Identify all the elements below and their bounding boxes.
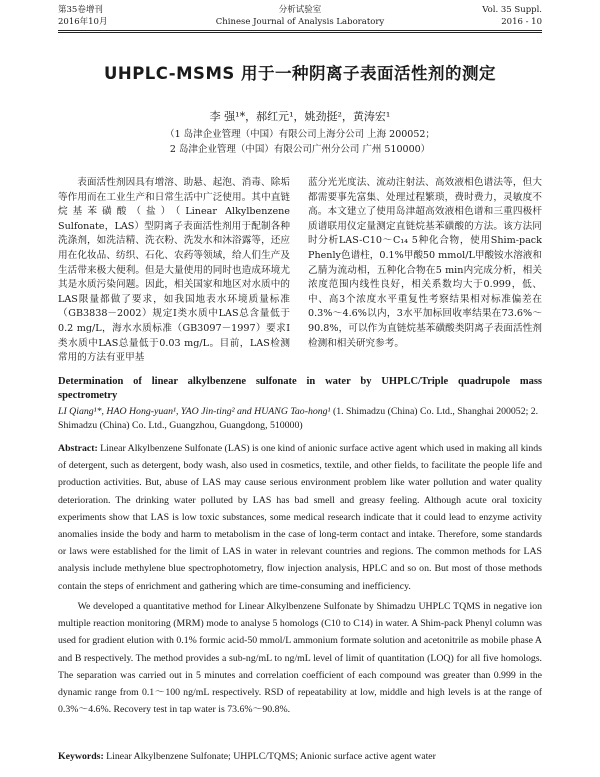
english-affiliations: (1. Shimadzu (China) Co. Ltd., Shanghai 200052; 2. Shimadzu (China) Co. Ltd., Guangzhou, Guangdong, 510000): [58, 406, 539, 431]
body-column-left: [58, 176, 290, 366]
keywords: [58, 751, 542, 762]
header-journal-en: Chinese Journal of Analysis Laboratory: [215, 17, 385, 27]
header-date-line: 2016年10月: [58, 17, 108, 27]
keywords-text: Linear Alkylbenzene Sulfonate; UHPLC/TQMS; Anionic surface active agent water: [103, 751, 436, 762]
english-title: Determination of linear alkylbenzene sulfonate in water by UHPLC/Triple quadrupole mass spectrometry: [58, 376, 542, 401]
abstract-text-2: We developed a quantitative method for Linear Alkylbenzene Sulfonate by Shimadzu UHPLC TQMS in negative ion multiple reaction monitoring (MRM) mode to analyse 5 homologs (C10 to C14) in water. A Shim-pack Phenyl column was used for gradient elution with 0.1% formic acid-50 mmol/L ammonium formate solution and acetonitrile as mobile phase A and B respectively. The method provides a sub-ng/mL to ng/mL level of limit of quantitation (LOQ) for all five homologs. The separation was carried out in 5 minutes and correlation coefficient of each compound was greater than 0.999 in the dynamic range from 0.1～100 ng/mL respectively. RSD of repeatability at low, middle and high levels is at the range of 0.3%～4.6%. Recovery test in tap water is 73.6%～90.8%.: [58, 601, 542, 716]
header-date-en-line: 2016 - 10: [501, 17, 542, 27]
header-volume-en-line: Vol. 35 Suppl.: [482, 5, 542, 15]
english-author-names: LI Qiang¹*, HAO Hong-yuan¹, YAO Jin-ting² and HUANG Tao-hong¹: [58, 406, 331, 417]
running-header: [58, 2, 542, 31]
abstract-label: Abstract:: [58, 443, 98, 454]
affiliation-1: （1 岛津企业管理（中国）有限公司上海分公司 上海 200052；: [165, 129, 435, 140]
body-column-right: [308, 176, 542, 351]
body-paragraph: 表面活性剂因具有增溶、助悬、起泡、消毒、除垢等作用而在工业生产和日常生活中广泛使用。其中直链烷基苯磺酸（盐）（Linear Alkylbenzene Sulfonate，LAS）型阴离子表面活性剂用于配制各种洗涤剂，如洗洁精、洗衣粉、洗发水和沐浴露等，还应用在化妆品、纺织、石化、农药等领域，给人们生产及生活带来极大便利。但是大量使用的同时也造成环境尤其是水质污染问题。因此，相关国家和地区对水质中的LAS限量都做了要求，如我国地表水环境质量标准（GB3838－2002）规定Ⅰ类水质中LAS总含量低于0.2 mg/L，海水水质标准（GB3097－1997）要求Ⅰ类水质中LAS总量低于0.03 mg/L。目前，LAS检测常用的方法有亚甲基: [58, 177, 290, 364]
header-volume-line: 第35卷增刊: [58, 5, 103, 15]
english-abstract-cont: [58, 598, 542, 718]
header-journal-cn: 分析试验室: [278, 5, 322, 15]
header-journal: [58, 4, 542, 28]
english-authors: [58, 405, 542, 433]
english-abstract: [58, 440, 542, 595]
author-list: 李 强¹*，郝红元¹，姚劲挺²，黄涛宏¹: [209, 110, 391, 123]
keywords-label: Keywords:: [58, 751, 104, 762]
body-paragraph: 蓝分光光度法、流动注射法、高效液相色谱法等，但大都需要事先富集、处理过程繁琐，费时费力，灵敏度不高。本文建立了使用岛津超高效液相色谱和三重四极杆质谱联用仪定量测定直链烷基苯磺酸的方法。该方法同时分析LAS-C10～C₁₄ 5种化合物，使用Shim-pack Phenly色谱柱，0.1%甲酸50 mmol/L甲酸铵水溶液和乙腈为流动相，五种化合物在5 min内完成分析，相关浓度范围内线性良好，相关系数均大于0.999，低、中、高3个浓度水平重复性考察结果相对标准偏差在0.3%～4.6%以内，3水平加标回收率结果在73.6%～90.8%，可以作为直链烷基苯磺酸类阴离子表面活性剂检测和相关研究参考。: [308, 177, 542, 349]
header-divider: [58, 32, 542, 33]
affiliation-2: 2 岛津企业管理（中国）有限公司广州分公司 广州 510000）: [169, 144, 431, 155]
header-volume-en: [482, 4, 542, 28]
abstract-text: Linear Alkylbenzene Sulfonate (LAS) is one kind of anionic surface active agent which used in making all kinds of detergent, such as detergent, body wash, also used in cosmetics, textile, and other fields, to facilitate the people life and production activities. But, abuse of LAS may cause serious environment problem like water pollution and water quality deterioration. The drinking water polluted by LAS has bad smell and greasy feeling. Although acute oral toxicity experiments show that LAS is low toxic substances, some medical research indicate that it could lead to enzyme activity anomalies inside the body and harm to metabolism in the case of long-term contact and intake. Therefore, some standards or laws were established for the limit of LAS in water in relevant countries and regions. The common methods for LAS analysis include methylene blue spectrophotometry, flow injection analysis, HPLC and so on. But most of those methods contain the steps of enrichment and gathering which are time-consuming and inefficiency.: [58, 443, 542, 592]
paper-title: UHPLC-MSMS 用于一种阴离子表面活性剂的测定: [103, 64, 496, 83]
